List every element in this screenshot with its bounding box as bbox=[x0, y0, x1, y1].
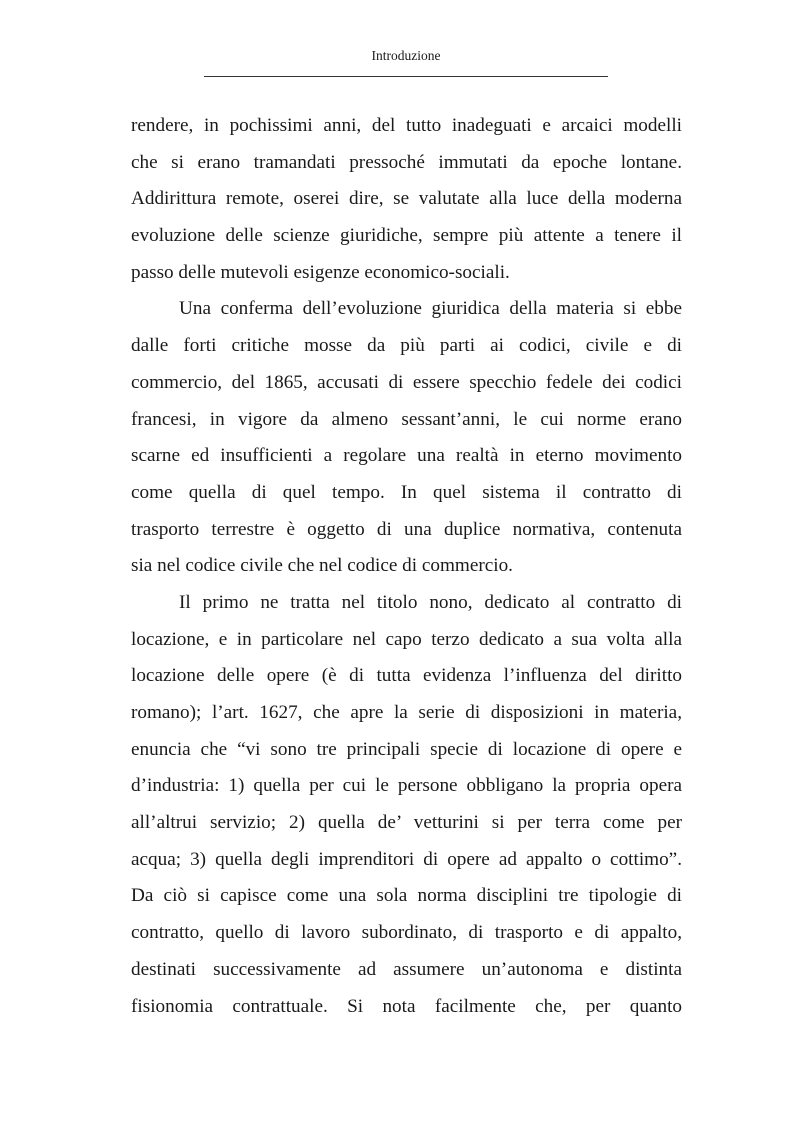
text-line: scarne ed insufficienti a regolare una realtà in eterno movimento bbox=[131, 445, 682, 467]
text-line: d’industria: 1) quella per cui le persone obbligano la propria opera bbox=[131, 775, 682, 797]
text-line: Il primo ne tratta nel titolo nono, dedicato al contratto di bbox=[179, 591, 682, 613]
text-line: romano); l’art. 1627, che apre la serie di disposizioni in materia, bbox=[131, 702, 682, 723]
text-line: che si erano tramandati pressoché immutati da epoche lontane. bbox=[131, 151, 682, 173]
body-text bbox=[131, 108, 682, 1025]
text-line: commercio, del 1865, accusati di essere specchio fedele dei codici bbox=[131, 371, 682, 393]
text-line: trasporto terrestre è oggetto di una duplice normativa, contenuta bbox=[131, 518, 682, 540]
running-header: Introduzione bbox=[371, 48, 441, 63]
text-line: Da ciò si capisce come una sola norma disciplini tre tipologie di bbox=[131, 885, 682, 907]
text-line: destinati successivamente ad assumere un’autonoma e distinta bbox=[131, 958, 682, 980]
text-line: locazione delle opere (è di tutta evidenza l’influenza del diritto bbox=[131, 665, 682, 687]
text-line: locazione, e in particolare nel capo terzo dedicato a sua volta alla bbox=[131, 628, 682, 650]
text-line: acqua; 3) quella degli imprenditori di opere ad appalto o cottimo”. bbox=[131, 848, 682, 870]
text-line: fisionomia contrattuale. Si nota facilmente che, per quanto bbox=[131, 995, 682, 1017]
text-line: Una conferma dell’evoluzione giuridica della materia si ebbe bbox=[179, 298, 682, 320]
text-line: contratto, quello di lavoro subordinato, di trasporto e di appalto, bbox=[131, 922, 682, 944]
text-line: Addirittura remote, oserei dire, se valutate alla luce della moderna bbox=[131, 188, 682, 210]
text-line: dalle forti critiche mosse da più parti ai codici, civile e di bbox=[131, 335, 682, 357]
text-line: evoluzione delle scienze giuridiche, sempre più attente a tenere il bbox=[131, 225, 682, 247]
header-rule bbox=[204, 76, 608, 77]
text-line: enuncia che “vi sono tre principali specie di locazione di opere e bbox=[131, 738, 682, 760]
text-line: francesi, in vigore da almeno sessant’anni, le cui norme erano bbox=[131, 408, 682, 430]
text-line: all’altrui servizio; 2) quella de’ vetturini si per terra come per bbox=[131, 812, 682, 834]
text-line: come quella di quel tempo. In quel sistema il contratto di bbox=[131, 481, 682, 503]
text-line: passo delle mutevoli esigenze economico-sociali. bbox=[131, 261, 510, 283]
text-line: sia nel codice civile che nel codice di commercio. bbox=[131, 555, 513, 577]
text-line: rendere, in pochissimi anni, del tutto inadeguati e arcaici modelli bbox=[131, 115, 682, 136]
